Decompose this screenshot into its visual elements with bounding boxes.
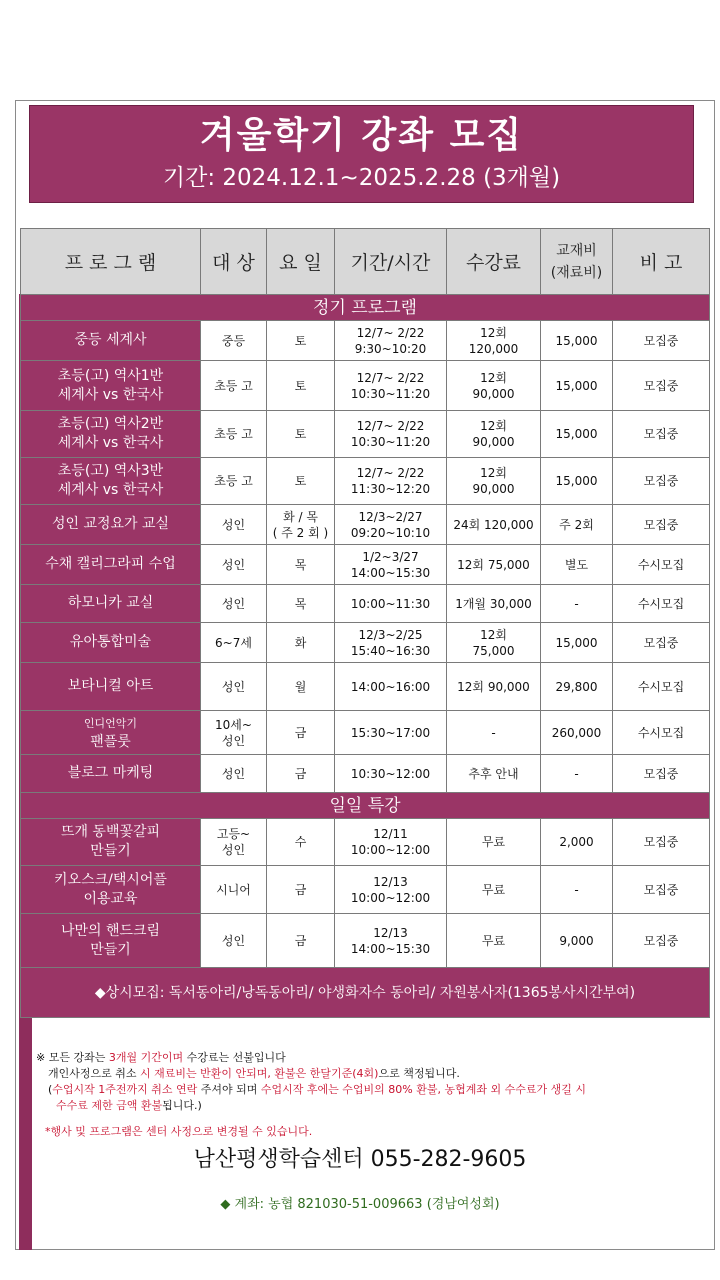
period-time: 15:40~16:30: [350, 643, 431, 658]
material-cell: 별도: [541, 545, 613, 585]
program-name-line2: 세계사 vs 한국사: [57, 386, 164, 403]
note-text: 주셔야 되며: [197, 1083, 261, 1096]
period-time: 10:00~12:00: [350, 890, 431, 905]
program-name-line1: 초등(고) 역사2반: [57, 416, 164, 432]
header-material-line2: (재료비): [550, 264, 603, 281]
table-row: [21, 711, 710, 755]
note-cell: 모집중: [613, 411, 710, 458]
fee-amount: 90,000: [472, 386, 515, 401]
target-line2: 성인: [221, 733, 246, 748]
period-time: 10:30~11:20: [350, 435, 431, 449]
program-name-line2: 이용교육: [83, 890, 138, 907]
fee-amount: 75,000: [472, 643, 515, 658]
header-fee: 수강료: [447, 229, 541, 295]
table-row: [21, 623, 710, 663]
fee-cell: 무료: [447, 914, 541, 968]
fee-sessions: 12회: [480, 627, 507, 642]
period-cell: [335, 411, 447, 458]
note-cell: 수시모집: [613, 711, 710, 755]
table-row: [21, 411, 710, 458]
material-cell: 29,800: [541, 663, 613, 711]
day-frequency: ( 주 2 회 ): [272, 525, 329, 540]
fee-cell: -: [447, 711, 541, 755]
fee-sessions: 12회: [480, 466, 507, 480]
fee-cell: 1개월 30,000: [447, 585, 541, 623]
notes-block: [36, 1050, 706, 1114]
program-name-line2: 세계사 vs 한국사: [57, 482, 164, 498]
ongoing-recruitment-notice: ◆상시모집: 독서동아리/낭독동아리/ 야생화자수 동아리/ 자원봉사자(1365봉사시간부여): [21, 968, 710, 1018]
table-row: [21, 663, 710, 711]
program-name: [21, 411, 201, 458]
target-cell: 중등: [201, 321, 267, 361]
day-cell: 금: [267, 866, 335, 914]
period-cell: [335, 458, 447, 505]
note-cell: 수시모집: [613, 663, 710, 711]
program-name: [21, 545, 201, 585]
target-line1: 고등~: [216, 827, 251, 841]
program-name-line1: 유아통합미술: [69, 634, 152, 650]
note-cell: 모집중: [613, 505, 710, 545]
table-row: [21, 585, 710, 623]
note-line: [36, 1082, 706, 1098]
fee-cell: [447, 458, 541, 505]
header-material-line1: 교재비: [556, 242, 597, 259]
note-cell: 모집중: [613, 458, 710, 505]
note-cell: 모집중: [613, 321, 710, 361]
program-name: [21, 505, 201, 545]
fee-sessions: 12회: [480, 419, 507, 433]
day-cell: 목: [267, 585, 335, 623]
page-title: 겨울학기 강좌 모집: [199, 115, 524, 156]
day-cell: 토: [267, 361, 335, 411]
section-regular-row: [21, 295, 710, 321]
semester-period: 기간: 2024.12.1~2025.2.28 (3개월): [162, 165, 561, 191]
program-table: [20, 228, 710, 1018]
program-name: [21, 755, 201, 793]
table-header-row: [21, 229, 710, 295]
note-line: [36, 1098, 706, 1114]
fee-cell: 추후 안내: [447, 755, 541, 793]
period-time: 10:30~11:20: [350, 386, 431, 401]
note-highlight: 3개월 기간이며: [108, 1051, 184, 1064]
material-cell: -: [541, 585, 613, 623]
period-date: 12/7~ 2/22: [356, 419, 425, 433]
period-cell: 10:00~11:30: [335, 585, 447, 623]
program-name: [21, 458, 201, 505]
period-date: 12/11: [373, 827, 408, 841]
change-notice: *행사 및 프로그램은 센터 사정으로 변경될 수 있습니다.: [45, 1125, 313, 1138]
fee-amount: 90,000: [472, 435, 515, 449]
period-cell: 15:30~17:00: [335, 711, 447, 755]
section-special-title: 일일 특강: [21, 793, 710, 819]
material-cell: 15,000: [541, 623, 613, 663]
fee-cell: 12회 90,000: [447, 663, 541, 711]
target-cell: 성인: [201, 585, 267, 623]
table-row: [21, 321, 710, 361]
header-material: [541, 229, 613, 295]
target-cell: 성인: [201, 755, 267, 793]
note-cell: 모집중: [613, 361, 710, 411]
day-cell: 금: [267, 711, 335, 755]
fee-amount: 90,000: [472, 482, 515, 496]
note-text: 으로 책정됩니다.: [378, 1067, 460, 1080]
period-time: 14:00~15:30: [350, 565, 431, 580]
fee-cell: 12회 75,000: [447, 545, 541, 585]
table-row: [21, 819, 710, 866]
fee-sessions: 12회: [480, 325, 507, 340]
target-cell: [201, 711, 267, 755]
program-name-line1: 성인 교정요가 교실: [51, 516, 170, 532]
program-name-line1: 팬플룻: [90, 733, 131, 750]
note-highlight: 수업시작 후에는 수업비의 80% 환불, 농협계좌 외 수수료가 생길 시: [260, 1083, 586, 1096]
period-cell: [335, 545, 447, 585]
target-line1: 10세~: [215, 717, 252, 732]
period-date: 12/3~2/25: [358, 627, 423, 642]
title-banner: [29, 105, 694, 203]
material-cell: 15,000: [541, 321, 613, 361]
table-row: [21, 361, 710, 411]
header-program: 프 로 그 램: [21, 229, 201, 295]
material-cell: 260,000: [541, 711, 613, 755]
header-day: 요 일: [267, 229, 335, 295]
target-cell: 성인: [201, 663, 267, 711]
program-name-line1: 초등(고) 역사3반: [57, 463, 164, 479]
fee-amount: 120,000: [468, 341, 519, 356]
day-cell: 목: [267, 545, 335, 585]
program-name-line2: 만들기: [90, 941, 131, 958]
day-cell: 화: [267, 623, 335, 663]
period-time: 11:30~12:20: [350, 482, 431, 496]
note-text: (: [48, 1083, 53, 1096]
program-name: [21, 914, 201, 968]
target-cell: 성인: [201, 914, 267, 968]
program-name-line1: 키오스크/택시어플: [54, 871, 167, 888]
note-cell: 수시모집: [613, 545, 710, 585]
fee-cell: [447, 411, 541, 458]
program-name-line2: 세계사 vs 한국사: [57, 435, 164, 451]
program-name: [21, 711, 201, 755]
bank-account: ◆ 계좌: 농협 821030-51-009663 (경남여성회): [220, 1197, 500, 1212]
target-cell: 초등 고: [201, 458, 267, 505]
fee-cell: 24회 120,000: [447, 505, 541, 545]
target-cell: [201, 819, 267, 866]
target-cell: 6~7세: [201, 623, 267, 663]
period-cell: [335, 321, 447, 361]
program-name-category: 인디언악기: [83, 716, 138, 730]
note-text: 됩니다.): [162, 1099, 202, 1112]
period-date: 1/2~3/27: [362, 549, 419, 564]
day-cell: 금: [267, 914, 335, 968]
period-date: 12/7~ 2/22: [356, 466, 425, 480]
period-cell: 10:30~12:00: [335, 755, 447, 793]
note-text: 수강료는 선불입니다: [183, 1051, 286, 1064]
period-cell: [335, 505, 447, 545]
program-name-line1: 수채 캘리그라피 수업: [45, 556, 176, 572]
day-cell: 수: [267, 819, 335, 866]
target-cell: 성인: [201, 505, 267, 545]
section-special-row: [21, 793, 710, 819]
period-time: 14:00~15:30: [350, 941, 431, 956]
notice-row: [21, 968, 710, 1018]
material-cell: -: [541, 866, 613, 914]
table-row: [21, 458, 710, 505]
period-time: 10:00~12:00: [350, 843, 431, 857]
program-name: [21, 866, 201, 914]
note-cell: 모집중: [613, 755, 710, 793]
period-date: 12/7~ 2/22: [356, 325, 425, 340]
program-name-line2: 만들기: [90, 843, 131, 859]
program-name-line1: 보타니컬 아트: [67, 678, 154, 694]
note-cell: 모집중: [613, 819, 710, 866]
day-cell: [267, 505, 335, 545]
note-highlight: 시 재료비는 반환이 안되며, 환불은 한달기준(4회): [140, 1067, 379, 1080]
target-cell: 초등 고: [201, 411, 267, 458]
period-date: 12/13: [373, 874, 408, 889]
material-cell: 15,000: [541, 361, 613, 411]
target-line2: 성인: [221, 843, 246, 857]
day-cell: 토: [267, 411, 335, 458]
target-cell: 시니어: [201, 866, 267, 914]
program-name: [21, 585, 201, 623]
section-regular-title: 정기 프로그램: [21, 295, 710, 321]
program-name-line1: 하모니카 교실: [67, 595, 154, 611]
note-line: [36, 1050, 706, 1066]
center-contact: 남산평생학습센터 055-282-9605: [193, 1147, 527, 1172]
note-highlight: 수업시작 1주전까지 취소 연락: [52, 1083, 198, 1096]
material-cell: 15,000: [541, 458, 613, 505]
period-date: 12/7~ 2/22: [356, 370, 425, 385]
target-cell: 성인: [201, 545, 267, 585]
period-cell: [335, 623, 447, 663]
header-period: 기간/시간: [335, 229, 447, 295]
fee-cell: [447, 361, 541, 411]
target-cell: 초등 고: [201, 361, 267, 411]
program-name-line1: 초등(고) 역사1반: [57, 367, 164, 384]
period-date: 12/3~2/27: [358, 509, 423, 524]
period-cell: [335, 866, 447, 914]
fee-cell: 무료: [447, 819, 541, 866]
material-cell: 주 2회: [541, 505, 613, 545]
material-cell: 15,000: [541, 411, 613, 458]
material-cell: -: [541, 755, 613, 793]
fee-cell: [447, 321, 541, 361]
table-row: [21, 755, 710, 793]
program-name-line1: 블로그 마케팅: [67, 765, 154, 781]
period-time: 9:30~10:20: [354, 341, 427, 356]
header-note: 비 고: [613, 229, 710, 295]
day-cell: 토: [267, 321, 335, 361]
table-row: [21, 914, 710, 968]
period-cell: [335, 914, 447, 968]
note-cell: 모집중: [613, 623, 710, 663]
program-name: [21, 623, 201, 663]
program-name-line1: 뜨개 동백꽃갈피: [60, 824, 161, 840]
header-target: 대 상: [201, 229, 267, 295]
period-date: 12/13: [373, 925, 408, 940]
fee-sessions: 12회: [480, 370, 507, 385]
fee-cell: 무료: [447, 866, 541, 914]
note-cell: 모집중: [613, 866, 710, 914]
note-cell: 수시모집: [613, 585, 710, 623]
note-line: [36, 1066, 706, 1082]
program-name-line1: 나만의 핸드크림: [60, 922, 161, 939]
table-row: [21, 505, 710, 545]
table-row: [21, 545, 710, 585]
note-cell: 모집중: [613, 914, 710, 968]
program-name: [21, 663, 201, 711]
program-name: [21, 321, 201, 361]
note-text: ※ 모든 강좌는: [36, 1051, 109, 1064]
program-name: [21, 819, 201, 866]
period-time: 09:20~10:10: [350, 525, 431, 540]
program-name-line1: 중등 세계사: [74, 332, 147, 348]
day-cell: 금: [267, 755, 335, 793]
material-cell: 2,000: [541, 819, 613, 866]
day-value: 화 / 목: [283, 509, 318, 524]
period-cell: [335, 361, 447, 411]
day-cell: 월: [267, 663, 335, 711]
fee-cell: [447, 623, 541, 663]
note-highlight: 수수료 제한 금액 환불: [56, 1099, 163, 1112]
material-cell: 9,000: [541, 914, 613, 968]
period-cell: [335, 819, 447, 866]
table-row: [21, 866, 710, 914]
day-cell: 토: [267, 458, 335, 505]
program-name: [21, 361, 201, 411]
note-text: 개인사정으로 취소: [48, 1067, 141, 1080]
period-cell: 14:00~16:00: [335, 663, 447, 711]
